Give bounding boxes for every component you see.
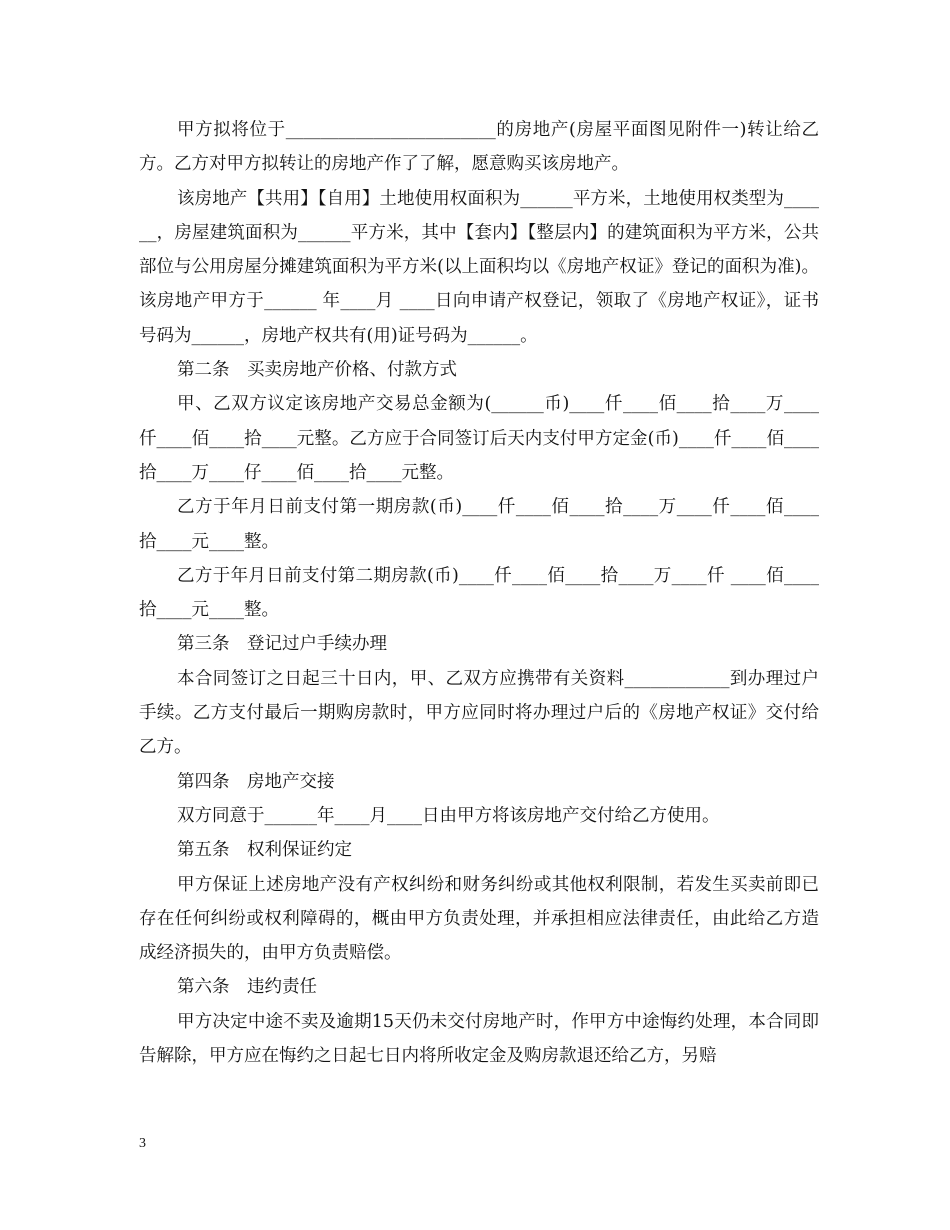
paragraph-transfer-intro: 甲方拟将位于________________________的房地产(房屋平面图见附件一)转让给乙方。乙方对甲方拟转让的房地产作了了解，愿意购买该房地产。 <box>139 120 819 175</box>
paragraph-total-amount: 甲、乙双方议定该房地产交易总金额为(______币)____仟____佰____拾____万____仟____佰____拾____元整。乙方应于合同签订后天内支付甲方定金(币)____仟____佰____拾____万____仔____佰____拾____元整。 <box>139 394 819 483</box>
paragraph-registration: 本合同签订之日起三十日内，甲、乙双方应携带有关资料____________到办理过户手续。乙方支付最后一期购房款时，甲方应同时将办理过户后的《房地产权证》交付给乙方。 <box>139 668 819 758</box>
document-body <box>139 113 819 1073</box>
paragraph-rights-guarantee: 甲方保证上述房地产没有产权纠纷和财务纠纷或其他权利限制，若发生买卖前即已存在任何纠纷或权利障碍的，概由甲方负责处理，并承担相应法律责任，由此给乙方造成经济损失的，由甲方负责赔偿。 <box>139 874 819 964</box>
paragraph-handover: 双方同意于______年____月____日由甲方将该房地产交付给乙方使用。 <box>177 805 720 826</box>
paragraph-land-area: 该房地产【共用】【自用】土地使用权面积为______平方米，土地使用权类型为______，房屋建筑面积为______平方米，其中【套内】【整层内】的建筑面积为平方米，公共部位与公用房屋分摊建筑面积为平方米(以上面积均以《房地产权证》登记的面积为准)。该房地产甲方于______ 年____月 ____日向申请产权登记，领取了《房地产权证》，证书号码为______，房地产权共有(用)证号码为______。 <box>139 188 819 346</box>
paragraph-breach-liability: 甲方决定中途不卖及逾期15天仍未交付房地产时，作甲方中途悔约处理，本合同即告解除，甲方应在悔约之日起七日内将所收定金及购房款退还给乙方，另赔 <box>139 1011 819 1067</box>
section-heading-registration: 第三条 登记过户手续办理 <box>177 634 387 655</box>
page-number: 3 <box>139 1136 146 1151</box>
section-heading-breach-liability: 第六条 违约责任 <box>177 977 317 998</box>
paragraph-first-payment: 乙方于年月日前支付第一期房款(币)____仟____佰____拾____万____仟____佰____拾____元____整。 <box>139 497 819 552</box>
section-heading-price-payment: 第二条 买卖房地产价格、付款方式 <box>177 360 457 381</box>
section-heading-handover: 第四条 房地产交接 <box>177 771 335 792</box>
paragraph-second-payment: 乙方于年月日前支付第二期房款(币)____仟____佰____拾____万____仟 ____佰____拾____元____整。 <box>139 565 819 621</box>
section-heading-rights-guarantee: 第五条 权利保证约定 <box>177 840 352 861</box>
